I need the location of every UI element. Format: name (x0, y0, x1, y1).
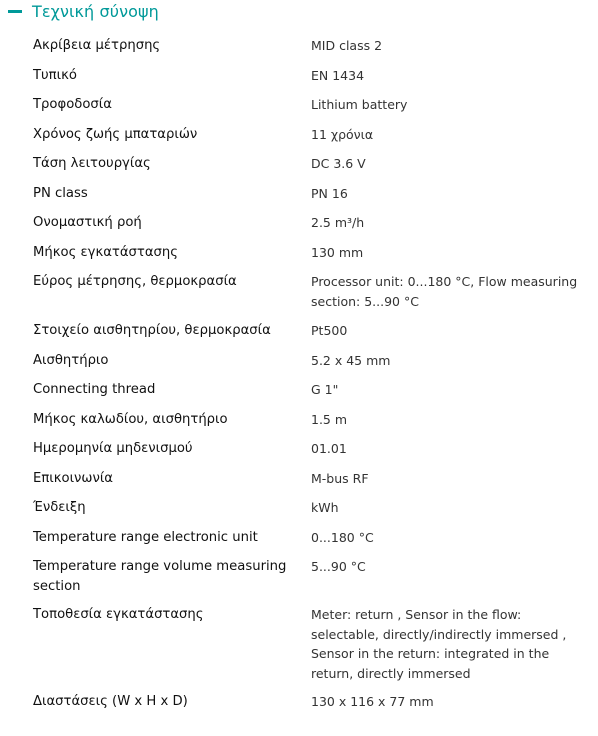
spec-label: Μήκος καλωδίου, αισθητήριο (33, 411, 228, 427)
spec-value: 2.5 m³/h (311, 215, 365, 230)
spec-row (33, 184, 593, 204)
spec-label: PN class (33, 185, 88, 201)
spec-table (33, 36, 593, 712)
spec-label: Temperature range electronic unit (33, 529, 258, 545)
spec-label: Επικοινωνία (33, 470, 113, 486)
spec-label: Χρόνος ζωής μπαταριών (33, 126, 198, 142)
spec-value: Processor unit: 0...180 °C, Flow measuring section: 5...90 °C (311, 274, 578, 309)
spec-value: 11 χρόνια (311, 126, 374, 142)
spec-row (33, 528, 593, 548)
spec-row (33, 66, 593, 86)
spec-row (33, 380, 593, 400)
spec-row (33, 125, 593, 145)
spec-label: Temperature range volume measuring section (33, 559, 287, 594)
spec-row (33, 410, 593, 430)
spec-row (33, 557, 593, 596)
spec-row (33, 321, 593, 341)
spec-value: kWh (311, 500, 339, 515)
spec-row (33, 272, 593, 311)
spec-value: G 1" (311, 382, 339, 397)
spec-value: MID class 2 (311, 38, 383, 53)
spec-label: Ημερομηνία μηδενισμού (33, 441, 193, 456)
collapse-icon[interactable] (8, 10, 22, 13)
spec-row (33, 692, 593, 712)
spec-label: Ένδειξη (33, 500, 86, 515)
spec-label: Τροφοδοσία (33, 97, 112, 112)
spec-value: 130 x 116 x 77 mm (311, 694, 434, 709)
spec-value: 1.5 m (311, 411, 348, 427)
spec-label: Connecting thread (33, 382, 156, 397)
section-title: Τεχνική σύνοψη (32, 1, 159, 21)
spec-label: Τάση λειτουργίας (33, 156, 151, 171)
spec-value: DC 3.6 V (311, 156, 366, 171)
spec-value: 0...180 °C (311, 529, 374, 545)
spec-row (33, 154, 593, 174)
spec-row (33, 36, 593, 56)
spec-value: 5...90 °C (311, 559, 366, 574)
spec-row (33, 213, 593, 233)
spec-label: Τοποθεσία εγκατάστασης (33, 607, 204, 622)
spec-label: Ονομαστική ροή (33, 215, 142, 230)
spec-label: Τυπικό (33, 67, 77, 83)
spec-value: Lithium battery (311, 97, 408, 112)
spec-row (33, 95, 593, 115)
spec-row (33, 498, 593, 518)
section-header[interactable] (6, 0, 159, 22)
spec-label: Εύρος μέτρησης, θερμοκρασία (33, 274, 237, 289)
spec-value: M-bus RF (311, 470, 369, 486)
spec-value: PN 16 (311, 185, 348, 201)
spec-row (33, 469, 593, 489)
spec-label: Στοιχείο αισθητηρίου, θερμοκρασία (33, 323, 271, 338)
spec-value: 01.01 (311, 441, 347, 456)
spec-label: Διαστάσεις (W x H x D) (33, 694, 188, 709)
spec-value: Meter: return , Sensor in the flow: selectable, directly/indirectly immersed , Sensor in the return: integrated in the return, directly immersed (311, 607, 567, 681)
spec-row (33, 243, 593, 263)
spec-label: Ακρίβεια μέτρησης (33, 38, 161, 53)
spec-value: EN 1434 (311, 67, 365, 83)
spec-label: Μήκος εγκατάστασης (33, 244, 178, 260)
spec-row (33, 439, 593, 459)
spec-value: 5.2 x 45 mm (311, 352, 391, 368)
spec-value: Pt500 (311, 323, 348, 338)
spec-row (33, 351, 593, 371)
spec-label: Αισθητήριο (33, 352, 109, 368)
spec-value: 130 mm (311, 244, 364, 260)
spec-row (33, 605, 593, 683)
